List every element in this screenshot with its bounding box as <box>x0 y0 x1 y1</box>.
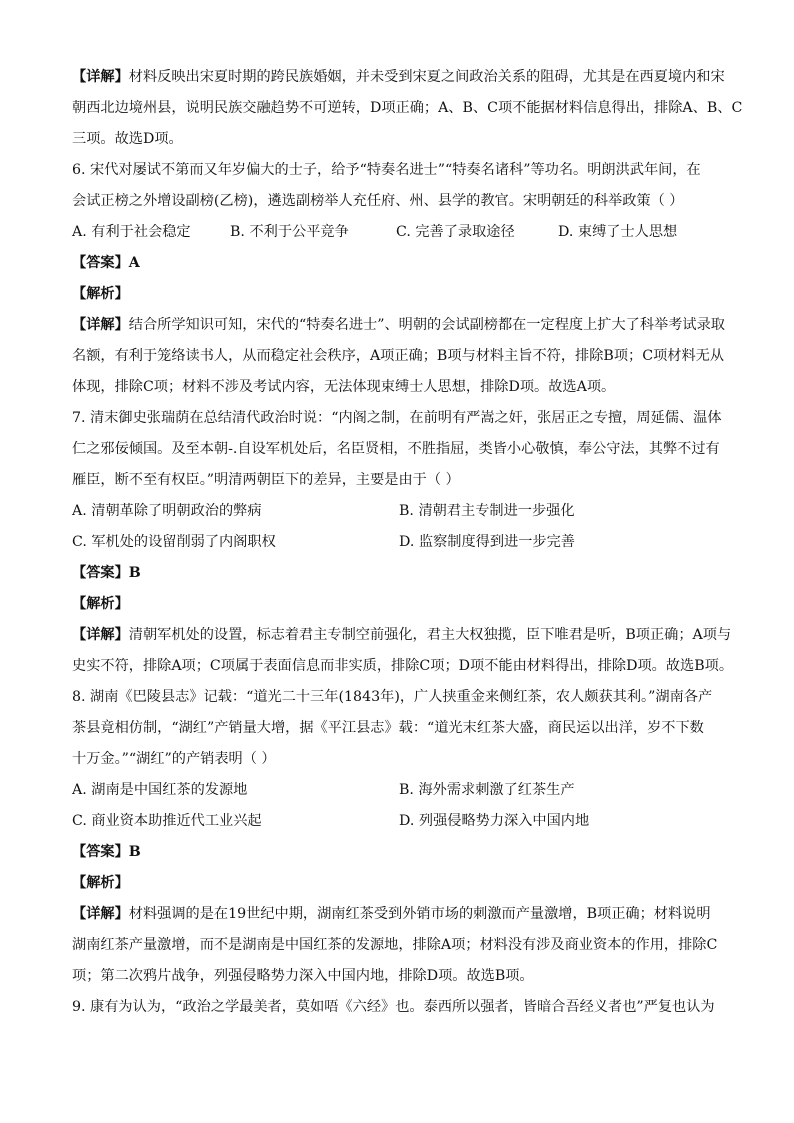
q5-analysis-line-2: 朝西北边境州县，说明民族交融趋势不可逆转，D项正确；A、B、C项不能据材料信息得出，排除A、B、C <box>72 100 743 116</box>
q6-stem-line-2: 会试正榜之外增设副榜(乙榜)，遴选副榜举人充任府、州、县学的教官。宋明朝廷的科举政策（ ） <box>72 193 684 209</box>
detail-tag: 【详解】 <box>72 906 129 922</box>
question-9 <box>72 992 726 1023</box>
q7-stem-line-3: 雁臣，断不至有权臣。”明清两朝臣下的差异，主要是由于（ ） <box>72 472 460 488</box>
q7-stem-line-1: 7. 清末御史张瑞荫在总结清代政治时说：“内阁之制，在前明有严嵩之奸，张居正之专擅，周延儒、温体 <box>72 410 722 426</box>
document-page <box>72 62 743 1023</box>
q7-analysis-line-1: 【详解】清朝军机处的设置，标志着君主专制空前强化，君主大权独揽，臣下唯君是听，B项正确；A项与 <box>72 627 732 643</box>
q6-option-d: D. 束缚了士人思想 <box>558 224 678 240</box>
q8-option-b: B. 海外需求刺激了红茶生产 <box>399 782 575 798</box>
q8-option-a: A. 湖南是中国红茶的发源地 <box>72 782 248 798</box>
q6-option-a: A. 有利于社会稳定 <box>72 224 191 240</box>
q8-stem-line-3: 十万金。”“湖红”的产销表明（ ） <box>72 751 276 767</box>
question-7 <box>72 403 734 682</box>
q6-analysis-line-3: 体现，排除C项；材料不涉及考试内容，无法体现束缚士人思想，排除D项。故选A项。 <box>72 379 616 395</box>
q7-stem-line-2: 仁之邪佞倾国。及至本朝-.自设军机处后，名臣贤相，不胜指屈，类皆小心敬慎，奉公守法，其弊不过有 <box>72 441 720 457</box>
q8-stem-line-2: 茶县竟相仿制，“湖红”产销量大增，据《平江县志》载：“道光末红茶大盛，商民运以出洋，岁不下数 <box>72 720 704 736</box>
q6-option-c: C. 完善了录取途径 <box>396 224 515 240</box>
question-8 <box>72 682 726 992</box>
q7-analysis-line-2: 史实不符，排除A项；C项属于表面信息而非实质，排除C项；D项不能由材料得出，排除D项。故选B项。 <box>72 658 734 674</box>
q8-analysis-line-1: 【详解】材料强调的是在19世纪中期，湖南红茶受到外销市场的刺激而产量激增，B项正确；材料说明 <box>72 906 711 922</box>
q8-option-d: D. 列强侵略势力深入中国内地 <box>399 813 590 829</box>
q6-options <box>72 217 726 248</box>
q8-analysis-line-2: 湖南红茶产量激增，而不是湖南是中国红茶的发源地，排除A项；材料没有涉及商业资本的作用，排除C <box>72 937 718 953</box>
q8-options-row-2 <box>72 806 726 837</box>
q7-options-row-1 <box>72 496 726 527</box>
detail-tag: 【详解】 <box>72 69 129 85</box>
q9-stem-line-1: 9. 康有为认为，“政治之学最美者，莫如唔《六经》也。泰西所以强者，皆暗合吾经义者也”严复也认为 <box>72 999 715 1015</box>
q8-answer: 【答案】B <box>72 844 141 860</box>
q6-option-b: B. 不利于公平竞争 <box>230 224 349 240</box>
q6-analysis-line-2: 名额，有利于笼络读书人，从而稳定社会秩序，A项正确；B项与材料主旨不符，排除B项；C项材料无从 <box>72 348 725 364</box>
q7-options-row-2 <box>72 527 726 558</box>
q7-option-c: C. 军机处的设留削弱了内阁职权 <box>72 534 276 550</box>
q7-option-a: A. 清朝革除了明朝政治的弊病 <box>72 503 262 519</box>
q6-analysis-line-1: 【详解】结合所学知识可知，宋代的“特奏名进士”、明朝的会试副榜都在一定程度上扩大了科举考试录取 <box>72 317 725 333</box>
q7-option-b: B. 清朝君主专制进一步强化 <box>399 503 575 519</box>
q8-option-c: C. 商业资本助推近代工业兴起 <box>72 813 262 829</box>
q7-answer: 【答案】B <box>72 565 141 581</box>
detail-tag: 【详解】 <box>72 317 129 333</box>
q6-stem-line-1: 6. 宋代对屡试不第而又年岁偏大的士子，给予“特奏名进士”“特奏名诸科”等功名。明朗洪武年间，在 <box>72 162 701 178</box>
detail-tag: 【详解】 <box>72 627 129 643</box>
q7-analysis-heading: 【解析】 <box>72 596 129 612</box>
q8-analysis-heading: 【解析】 <box>72 875 129 891</box>
q5-analysis-line-1: 【详解】材料反映出宋夏时期的跨民族婚姻，并未受到宋夏之间政治关系的阻碍，尤其是在西夏境内和宋 <box>72 69 725 85</box>
q8-options-row-1 <box>72 775 726 806</box>
q5-analysis-line-3: 三项。故选D项。 <box>72 131 183 147</box>
q6-analysis-heading: 【解析】 <box>72 286 129 302</box>
q8-stem-line-1: 8. 湖南《巴陵县志》记载：“道光二十三年(1843年)，广人挟重金来侧红茶，农人颇获其利。”湖南各产 <box>72 689 713 705</box>
q7-option-d: D. 监察制度得到进一步完善 <box>399 534 575 550</box>
question-6 <box>72 155 726 403</box>
q5-analysis <box>72 62 743 155</box>
q6-answer: 【答案】A <box>72 255 140 271</box>
q8-analysis-line-3: 项；第二次鸦片战争，列强侵略势力深入中国内地，排除D项。故选B项。 <box>72 968 534 984</box>
